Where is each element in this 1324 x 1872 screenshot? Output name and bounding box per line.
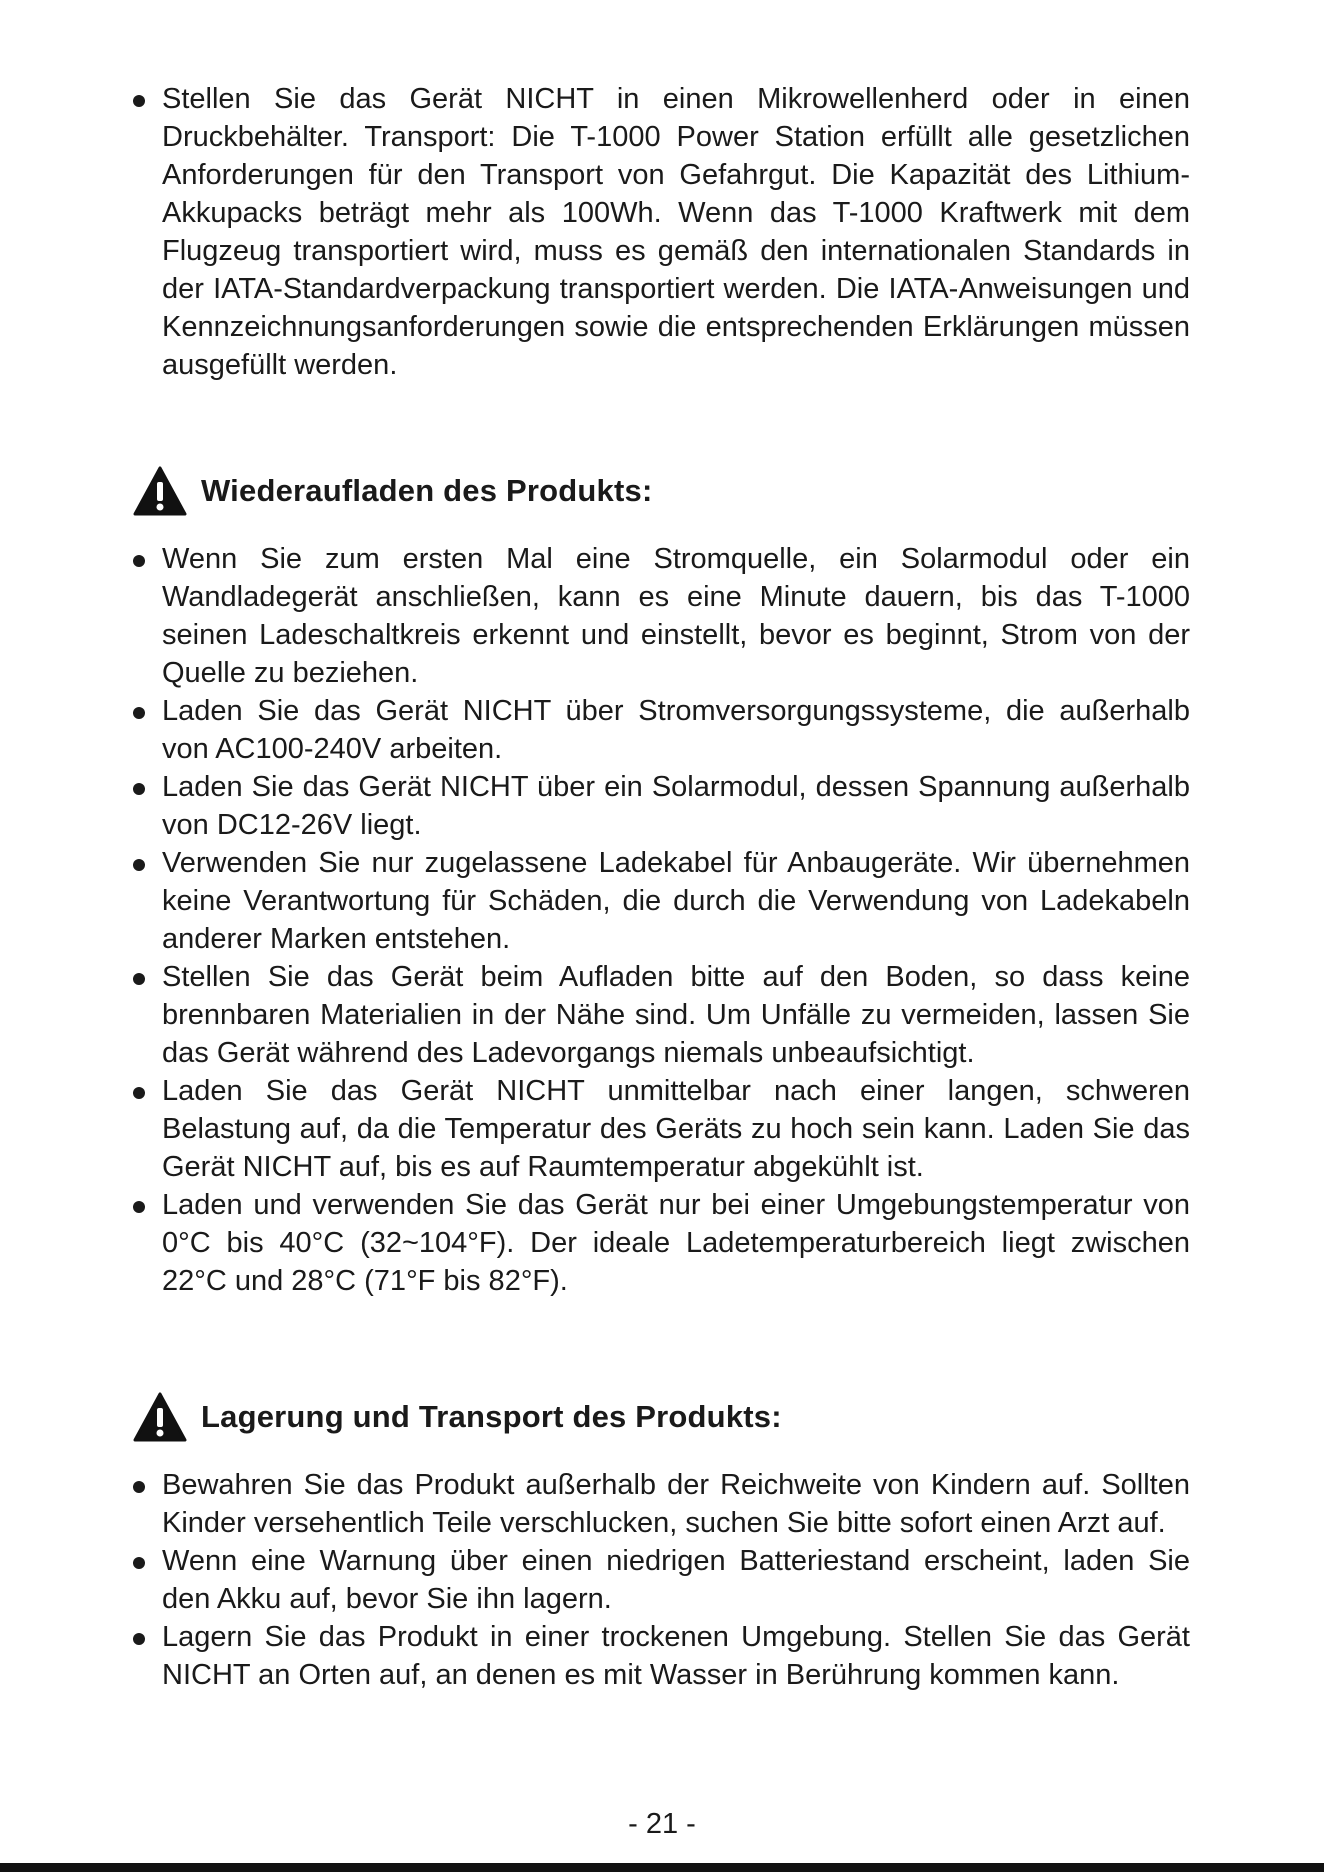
bullet-icon	[133, 783, 145, 795]
list-item: Wenn Sie zum ersten Mal eine Stromquelle, ein Solarmodul oder ein Wandladegerät anschließen, kann es eine Minute dauern, bis das T-1000 seinen Ladeschaltkreis erkennt und einstellt, bevor es beginnt, Strom von der Quelle zu beziehen.	[130, 540, 1190, 692]
bullet-icon	[133, 1087, 145, 1099]
list-item: Laden Sie das Gerät NICHT über ein Solarmodul, dessen Spannung außerhalb von DC12-26V liegt.	[130, 768, 1190, 844]
list-item: Stellen Sie das Gerät beim Aufladen bitte auf den Boden, so dass keine brennbaren Materialien in der Nähe sind. Um Unfälle zu vermeiden, lassen Sie das Gerät während des Ladevorgangs niemals unbeaufsichtigt.	[130, 958, 1190, 1072]
bullet-icon	[133, 1633, 145, 1645]
storage-list	[130, 1466, 1190, 1694]
list-item: Lagern Sie das Produkt in einer trockenen Umgebung. Stellen Sie das Gerät NICHT an Orten auf, an denen es mit Wasser in Berührung kommen kann.	[130, 1618, 1190, 1694]
list-item: Bewahren Sie das Produkt außerhalb der Reichweite von Kindern auf. Sollten Kinder versehentlich Teile verschlucken, suchen Sie bitte sofort einen Arzt auf.	[130, 1466, 1190, 1542]
bullet-icon	[133, 95, 145, 107]
bullet-icon	[133, 973, 145, 985]
bullet-icon	[133, 555, 145, 567]
intro-list	[130, 80, 1190, 384]
list-item: Wenn eine Warnung über einen niedrigen Batteriestand erscheint, laden Sie den Akku auf, bevor Sie ihn lagern.	[130, 1542, 1190, 1618]
bullet-icon	[133, 1201, 145, 1213]
list-item: Laden und verwenden Sie das Gerät nur bei einer Umgebungstemperatur von 0°C bis 40°C (32~104°F). Der ideale Ladetemperaturbereich liegt zwischen 22°C und 28°C (71°F bis 82°F).	[130, 1186, 1190, 1300]
storage-heading-row	[133, 1389, 782, 1445]
list-item: Verwenden Sie nur zugelassene Ladekabel für Anbaugeräte. Wir übernehmen keine Verantwortung für Schäden, die durch die Verwendung von Ladekabeln anderer Marken entstehen.	[130, 844, 1190, 958]
list-item: Stellen Sie das Gerät NICHT in einen Mikrowellenherd oder in einen Druckbehälter. Transport: Die T-1000 Power Station erfüllt alle gesetzlichen Anforderungen für den Transport von Gefahrgut. Die Kapazität des Lithium- Akkupacks beträgt mehr als 100Wh. Wenn das T-1000 Kraftwerk mit dem Flugzeug transportiert wird, muss es gemäß den internationalen Standards in der IATA-Standardverpackung transportiert werden. Die IATA-Anweisungen und Kennzeichnungsanforderungen sowie die entsprechenden Erklärungen müssen ausgefüllt werden.	[130, 80, 1190, 384]
charging-heading-row	[133, 463, 652, 519]
warning-triangle-icon	[133, 466, 187, 516]
bullet-icon	[133, 859, 145, 871]
charging-list	[130, 540, 1190, 1300]
warning-triangle-icon	[133, 1392, 187, 1442]
list-item: Laden Sie das Gerät NICHT über Stromversorgungssysteme, die außerhalb von AC100-240V arbeiten.	[130, 692, 1190, 768]
intro-section	[130, 80, 1190, 384]
section-heading: Wiederaufladen des Produkts:	[201, 473, 653, 508]
bullet-icon	[133, 1481, 145, 1493]
section-heading: Lagerung und Transport des Produkts:	[201, 1399, 782, 1434]
bullet-icon	[133, 1557, 145, 1569]
charging-section	[130, 540, 1190, 1300]
page-number: - 21 -	[628, 1808, 696, 1840]
storage-section	[130, 1466, 1190, 1694]
bullet-icon	[133, 707, 145, 719]
bottom-edge-bar	[0, 1863, 1324, 1872]
list-item: Laden Sie das Gerät NICHT unmittelbar nach einer langen, schweren Belastung auf, da die Temperatur des Geräts zu hoch sein kann. Laden Sie das Gerät NICHT auf, bis es auf Raumtemperatur abgekühlt ist.	[130, 1072, 1190, 1186]
